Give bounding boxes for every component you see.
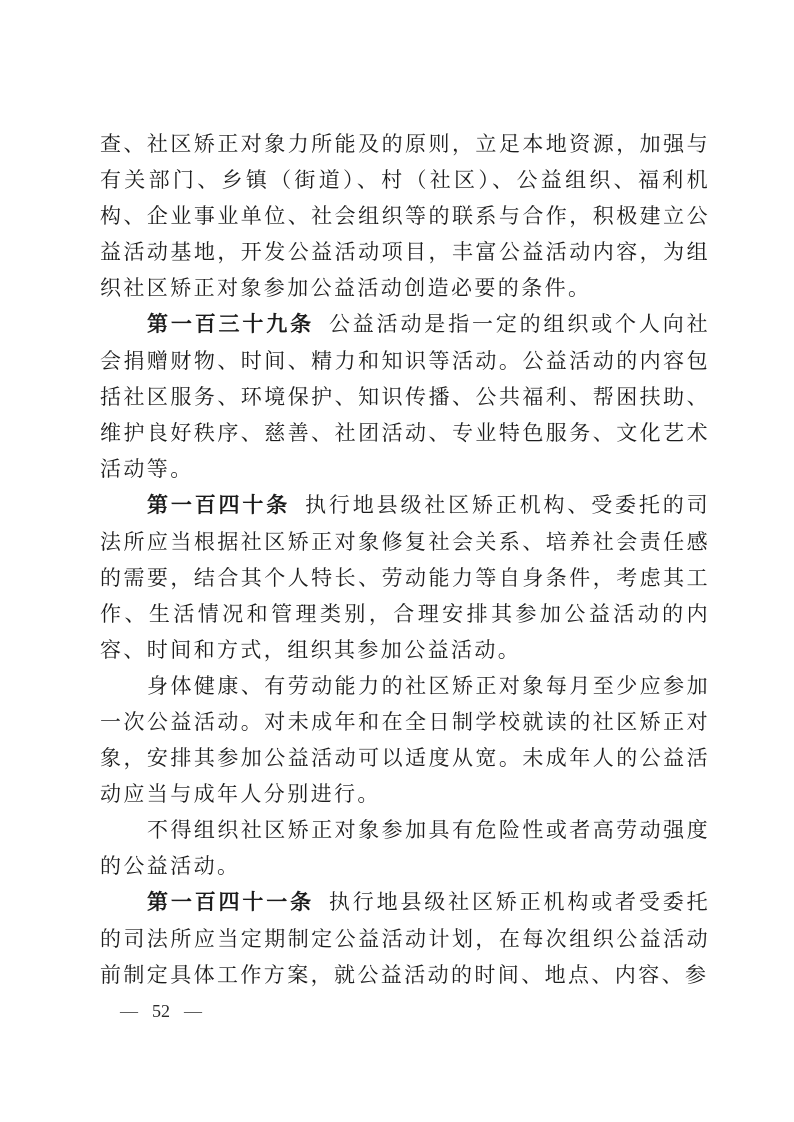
paragraph-article-140-clause-2 bbox=[100, 668, 710, 812]
paragraph-article-140 bbox=[100, 487, 710, 668]
article-139-heading: 第一百三十九条 bbox=[147, 313, 314, 336]
page-number: 52 bbox=[152, 1001, 170, 1021]
paragraph-text: 执行地县级社区矫正机构、受委托的司法所应当根据社区矫正对象修复社会关系、培养社会责任感的需要，结合其个人特长、劳动能力等自身条件，考虑其工作、生活情况和管理类别，合理安排其参加公益活动的内容、时间和方式，组织其参加公益活动。 bbox=[100, 493, 710, 662]
paragraph-article-140-clause-3 bbox=[100, 812, 710, 884]
article-141-heading: 第一百四十一条 bbox=[147, 891, 314, 914]
paragraph-text: 查、社区矫正对象力所能及的原则，立足本地资源，加强与有关部门、乡镇（街道）、村（社区）、公益组织、福利机构、企业事业单位、社会组织等的联系与合作，积极建立公益活动基地，开发公益活动项目，丰富公益活动内容，为组织社区矫正对象参加公益活动创造必要的条件。 bbox=[100, 132, 710, 300]
footer-right-dash: — bbox=[184, 1001, 202, 1021]
paragraph-text: 身体健康、有劳动能力的社区矫正对象每月至少应参加一次公益活动。对未成年和在全日制学校就读的社区矫正对象，安排其参加公益活动可以适度从宽。未成年人的公益活动应当与成年人分别进行。 bbox=[100, 674, 710, 806]
paragraph-article-141 bbox=[100, 884, 710, 993]
paragraph-continuation bbox=[100, 126, 710, 306]
paragraph-text: 公益活动是指一定的组织或个人向社会捐赠财物、时间、精力和知识等活动。公益活动的内容包括社区服务、环境保护、知识传播、公共福利、帮困扶助、维护良好秩序、慈善、社团活动、专业特色服务、文化艺术活动等。 bbox=[100, 312, 710, 481]
article-140-heading: 第一百四十条 bbox=[147, 494, 291, 517]
footer-left-dash: — bbox=[120, 1001, 138, 1021]
body-text-block bbox=[100, 126, 710, 993]
page-footer bbox=[112, 998, 210, 1024]
paragraph-text: 执行地县级社区矫正机构或者受委托的司法所应当定期制定公益活动计划，在每次组织公益活动前制定具体工作方案，就公益活动的时间、地点、内容、参 bbox=[100, 890, 710, 987]
paragraph-text: 不得组织社区矫正对象参加具有危险性或者高劳动强度的公益活动。 bbox=[100, 818, 710, 878]
paragraph-article-139 bbox=[100, 306, 710, 487]
